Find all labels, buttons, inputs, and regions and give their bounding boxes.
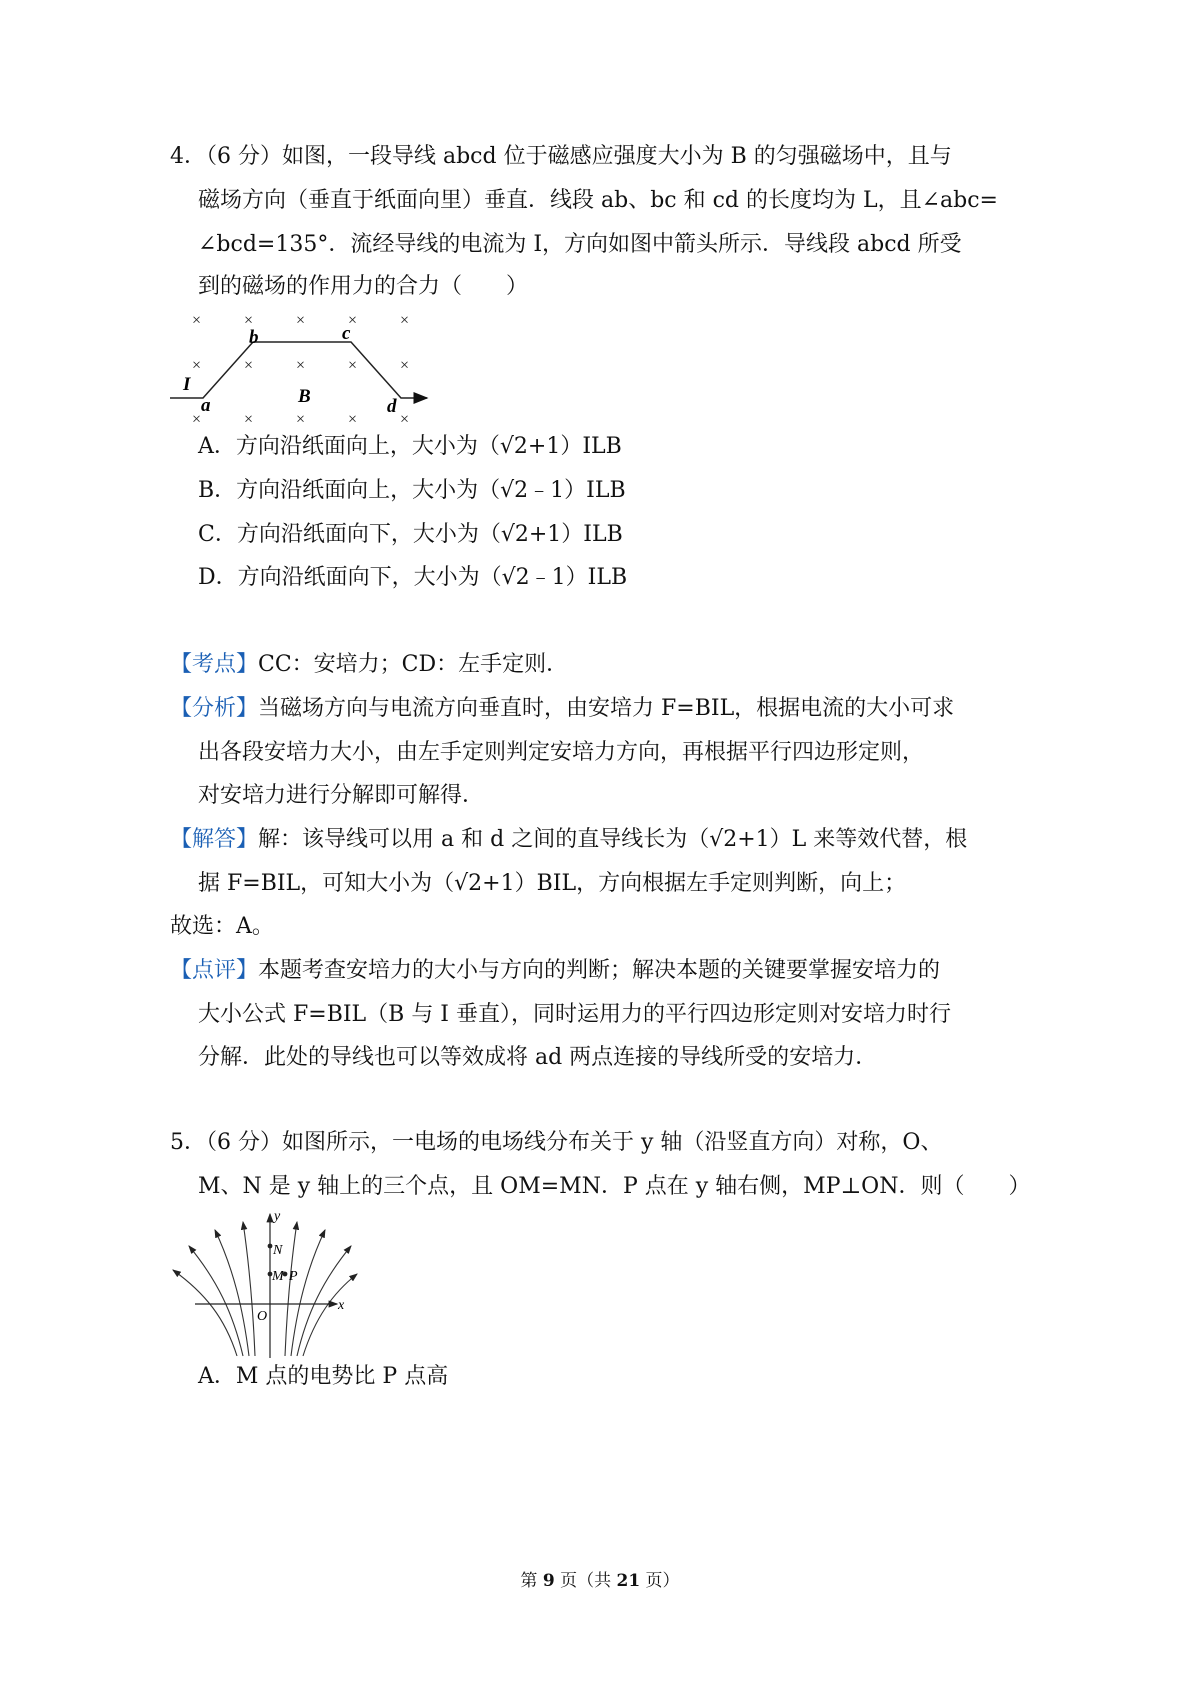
q5-field-figure	[165, 1208, 365, 1360]
dianping-text-1: 本题考查安培力的大小与方向的判断；解决本题的关键要掌握安培力的	[258, 958, 941, 983]
answer-line: 故选：A。	[170, 914, 274, 939]
footer-page-number: 9	[542, 1571, 555, 1591]
svg-text:×: ×	[244, 357, 254, 374]
q4-stem-line-4: 到的磁场的作用力的合力（ ）	[198, 274, 529, 299]
q4-option-c: C．方向沿纸面向下，大小为（√2+1）ILB	[198, 522, 623, 547]
footer-total-pages: 21	[616, 1571, 641, 1591]
point-label-M: M	[272, 1269, 284, 1284]
q4-option-a: A．方向沿纸面向上，大小为（√2+1）ILB	[198, 434, 622, 459]
jieda-line-1	[170, 825, 967, 855]
q5-stem-line-1: 5．（6 分）如图所示，一电场的电场线分布关于 y 轴（沿竖直方向）对称，O、	[170, 1130, 943, 1155]
q4-option-b: B．方向沿纸面向上，大小为（√2﹣1）ILB	[198, 478, 626, 503]
label-d: d	[387, 396, 397, 417]
footer-pre: 第	[520, 1571, 543, 1591]
svg-text:×: ×	[192, 312, 202, 329]
field-lines	[173, 1222, 357, 1356]
point-label-O: O	[257, 1309, 268, 1324]
axis-label-x: x	[338, 1298, 345, 1313]
svg-text:×: ×	[192, 411, 202, 428]
label-b: b	[249, 327, 259, 348]
svg-text:×: ×	[192, 357, 202, 374]
svg-text:×: ×	[400, 312, 410, 329]
kaodian-line	[170, 650, 568, 680]
q4-stem-line-1: 4．（6 分）如图，一段导线 abcd 位于磁感应强度大小为 B 的匀强磁场中，且与	[170, 144, 952, 169]
q4-stem-line-2: 磁场方向（垂直于纸面向里）垂直．线段 ab、bc 和 cd 的长度均为 L，且∠abc=	[198, 188, 998, 213]
label-a: a	[201, 395, 211, 416]
label-B: B	[298, 386, 311, 407]
label-c: c	[342, 323, 351, 344]
svg-text:×: ×	[296, 357, 306, 374]
svg-text:×: ×	[244, 411, 254, 428]
fenxi-line-1	[170, 694, 954, 724]
svg-text:×: ×	[296, 411, 306, 428]
svg-text:×: ×	[400, 411, 410, 428]
footer-mid: 页（共	[554, 1571, 617, 1591]
jieda-text-1: 解：该导线可以用 a 和 d 之间的直导线长为（√2+1）L 来等效代替，根	[258, 827, 968, 852]
dianping-line-3: 分解．此处的导线也可以等效成将 ad 两点连接的导线所受的安培力．	[198, 1045, 878, 1070]
kaodian-text: CC：安培力；CD：左手定则．	[258, 652, 569, 677]
axis-label-y: y	[274, 1209, 281, 1224]
jieda-line-2: 据 F=BIL，可知大小为（√2+1）BIL，方向根据左手定则判断，向上；	[198, 871, 907, 896]
jieda-tag: 【解答】	[170, 827, 259, 852]
fenxi-text-1: 当磁场方向与电流方向垂直时，由安培力 F=BIL，根据电流的大小可求	[258, 696, 955, 721]
fenxi-tag: 【分析】	[170, 696, 259, 721]
point-label-P: P	[289, 1269, 298, 1284]
svg-text:×: ×	[348, 357, 358, 374]
footer-post: 页）	[640, 1571, 680, 1591]
dianping-line-2: 大小公式 F=BIL（B 与 I 垂直），同时运用力的平行四边形定则对安培力时行	[198, 1002, 951, 1027]
dianping-tag: 【点评】	[170, 958, 259, 983]
point-label-N: N	[273, 1243, 283, 1258]
page-footer	[0, 1566, 1200, 1591]
svg-text:×: ×	[348, 411, 358, 428]
fenxi-line-2: 出各段安培力大小，由左手定则判定安培力方向，再根据平行四边形定则，	[198, 740, 925, 765]
q5-option-a: A．M 点的电势比 P 点高	[198, 1364, 449, 1389]
kaodian-tag: 【考点】	[170, 652, 259, 677]
dianping-line-1	[170, 956, 940, 986]
q4-wire-figure	[165, 308, 445, 430]
svg-text:×: ×	[244, 312, 254, 329]
q4-option-d: D．方向沿纸面向下，大小为（√2﹣1）ILB	[198, 565, 628, 590]
svg-text:×: ×	[348, 312, 358, 329]
q4-stem-line-3: ∠bcd=135°．流经导线的电流为 I，方向如图中箭头所示．导线段 abcd 所受	[198, 232, 962, 257]
svg-text:×: ×	[400, 357, 410, 374]
fenxi-line-3: 对安培力进行分解即可解得．	[198, 783, 485, 808]
q5-stem-line-2: M、N 是 y 轴上的三个点，且 OM=MN．P 点在 y 轴右侧，MP⊥ON．则（ ）	[198, 1174, 1031, 1199]
label-I: I	[183, 374, 191, 395]
svg-text:×: ×	[296, 312, 306, 329]
